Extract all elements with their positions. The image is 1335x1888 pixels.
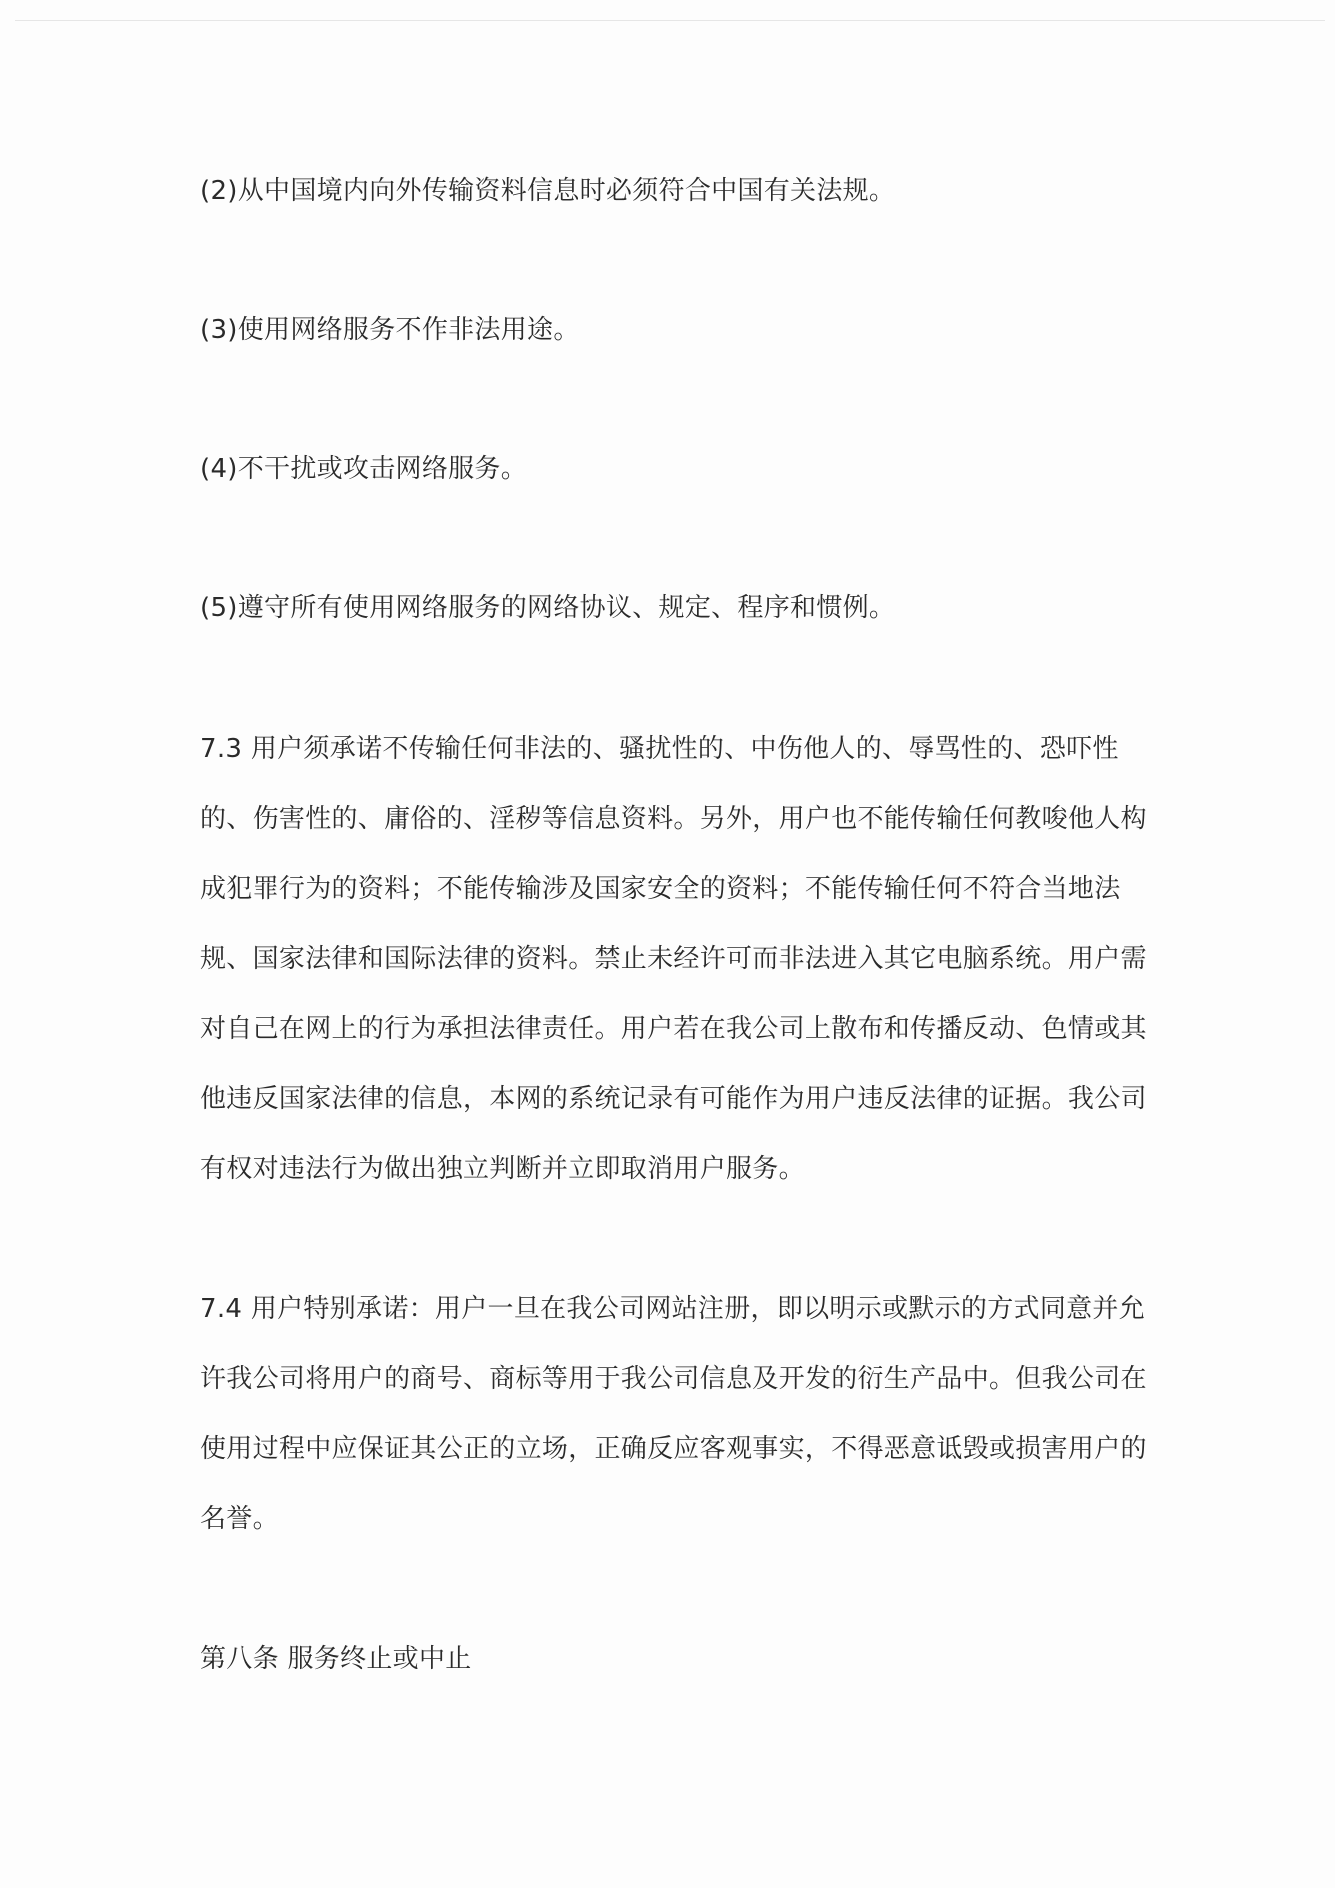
page-top-edge <box>15 20 1325 21</box>
section-7-4-line: 7.4 用户特别承诺：用户一旦在我公司网站注册，即以明示或默示的方式同意并允 <box>200 1294 1146 1324</box>
section-7-4-line: 使用过程中应保证其公正的立场，正确反应客观事实，不得恶意诋毁或损害用户的 <box>200 1434 1147 1464</box>
section-7-3-line: 他违反国家法律的信息，本网的系统记录有可能作为用户违反法律的证据。我公司 <box>200 1084 1147 1114</box>
section-7-3-line: 成犯罪行为的资料；不能传输涉及国家安全的资料；不能传输任何不符合当地法 <box>200 874 1121 904</box>
section-7-3-line: 有权对违法行为做出独立判断并立即取消用户服务。 <box>200 1154 805 1184</box>
section-7-3-line: 7.3 用户须承诺不传输任何非法的、骚扰性的、中伤他人的、辱骂性的、恐吓性 <box>200 734 1119 764</box>
article-8-heading: 第八条 服务终止或中止 <box>200 1644 472 1674</box>
section-7-3-line: 的、伤害性的、庸俗的、淫秽等信息资料。另外，用户也不能传输任何教唆他人构 <box>200 804 1147 834</box>
section-7-3-line: 规、国家法律和国际法律的资料。禁止未经许可而非法进入其它电脑系统。用户需 <box>200 944 1147 974</box>
clause-item-3: (3)使用网络服务不作非法用途。 <box>200 315 580 345</box>
section-7-3-line: 对自己在网上的行为承担法律责任。用户若在我公司上散布和传播反动、色情或其 <box>200 1014 1147 1044</box>
clause-item-5: (5)遵守所有使用网络服务的网络协议、规定、程序和惯例。 <box>200 593 896 623</box>
section-7-4-line: 许我公司将用户的商号、商标等用于我公司信息及开发的衍生产品中。但我公司在 <box>200 1364 1147 1394</box>
section-7-4-line: 名誉。 <box>200 1504 279 1534</box>
clause-item-4: (4)不干扰或攻击网络服务。 <box>200 454 528 484</box>
clause-item-2: (2)从中国境内向外传输资料信息时必须符合中国有关法规。 <box>200 176 896 206</box>
